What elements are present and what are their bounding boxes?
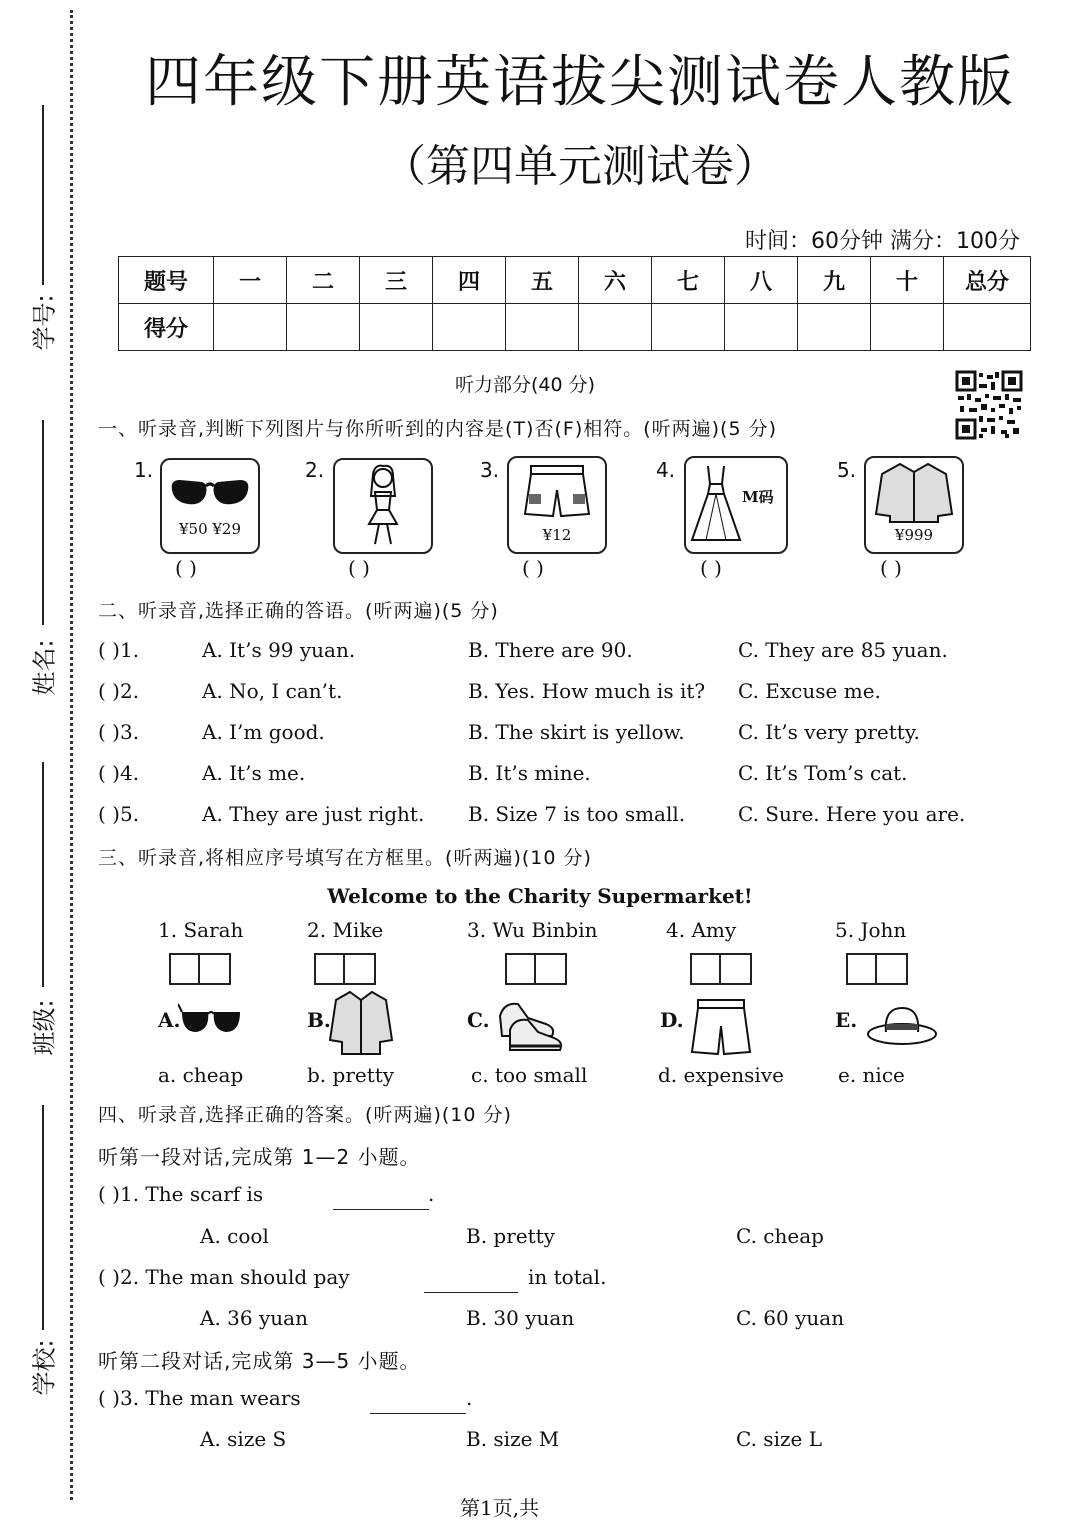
option-letter: C. xyxy=(467,1008,490,1032)
question-end: . xyxy=(428,1182,435,1206)
option-c: C. cheap xyxy=(736,1224,824,1248)
question-prefix[interactable]: ( )2. xyxy=(98,679,140,703)
answer-boxes[interactable] xyxy=(846,953,908,985)
adjective: b. pretty xyxy=(307,1063,395,1087)
answer-boxes[interactable] xyxy=(169,953,231,985)
score-cell[interactable] xyxy=(214,304,287,351)
option-a: A. They are just right. xyxy=(202,802,425,826)
option-c: C. Sure. Here you are. xyxy=(738,802,966,826)
dialog2-instruction: 听第二段对话,完成第 3—5 小题。 xyxy=(98,1349,421,1373)
score-cell[interactable] xyxy=(652,304,725,351)
person-name: 1. Sarah xyxy=(158,918,244,942)
score-col: 七 xyxy=(652,257,725,304)
score-col: 三 xyxy=(360,257,433,304)
score-col: 十 xyxy=(871,257,944,304)
adjective: d. expensive xyxy=(658,1063,784,1087)
option-c: C. It’s very pretty. xyxy=(738,720,920,744)
person-name: 2. Mike xyxy=(307,918,384,942)
score-cell[interactable] xyxy=(360,304,433,351)
option-a: A. cool xyxy=(200,1224,269,1248)
answer-paren[interactable]: ( ) xyxy=(700,556,722,580)
sunglasses-icon xyxy=(178,998,244,1038)
answer-paren[interactable]: ( ) xyxy=(348,556,370,580)
answer-blank[interactable] xyxy=(424,1267,518,1293)
answer-blank[interactable] xyxy=(370,1388,466,1414)
answer-paren[interactable]: ( ) xyxy=(522,556,544,580)
answer-paren[interactable]: ( ) xyxy=(175,556,197,580)
option-b: B. size M xyxy=(466,1427,560,1451)
answer-boxes[interactable] xyxy=(314,953,376,985)
price-label: ¥12 xyxy=(542,526,572,544)
option-b: B. The skirt is yellow. xyxy=(468,720,685,744)
student-id-label: 学号: xyxy=(30,294,59,351)
question-stem[interactable]: ( )2. The man should pay xyxy=(98,1265,350,1289)
score-col: 一 xyxy=(214,257,287,304)
school-line[interactable] xyxy=(42,1105,44,1330)
item-number: 3. xyxy=(480,458,500,482)
option-c: C. It’s Tom’s cat. xyxy=(738,761,908,785)
score-cell-total[interactable] xyxy=(944,304,1031,351)
answer-blank[interactable] xyxy=(333,1184,429,1210)
shoes-icon xyxy=(494,996,566,1054)
picture-card-3 xyxy=(507,456,607,554)
option-b: B. Yes. How much is it? xyxy=(468,679,706,703)
question-stem[interactable]: ( )3. The man wears xyxy=(98,1386,301,1410)
charity-banner: Welcome to the Charity Supermarket! xyxy=(327,884,753,908)
person-name: 3. Wu Binbin xyxy=(467,918,598,942)
picture-card-4 xyxy=(684,456,788,554)
score-row-label: 得分 xyxy=(119,304,214,351)
option-a: A. It’s 99 yuan. xyxy=(202,638,356,662)
option-c: C. Excuse me. xyxy=(738,679,881,703)
dress-icon xyxy=(686,458,746,548)
score-col: 六 xyxy=(579,257,652,304)
option-b: B. It’s mine. xyxy=(468,761,591,785)
score-header-label: 题号 xyxy=(119,257,214,304)
page-subtitle: （第四单元测试卷） xyxy=(382,141,778,192)
option-b: B. pretty xyxy=(466,1224,555,1248)
question-prefix[interactable]: ( )1. xyxy=(98,638,140,662)
option-letter: D. xyxy=(660,1008,684,1032)
score-table-score-row xyxy=(119,304,1031,351)
score-cell[interactable] xyxy=(579,304,652,351)
dialog1-instruction: 听第一段对话,完成第 1—2 小题。 xyxy=(98,1145,421,1169)
listening-part-title: 听力部分(40 分) xyxy=(455,374,596,396)
score-col-total: 总分 xyxy=(944,257,1031,304)
person-name: 5. John xyxy=(835,918,907,942)
size-label: M码 xyxy=(742,488,774,506)
score-col: 八 xyxy=(725,257,798,304)
item-number: 5. xyxy=(837,458,857,482)
picture-card-5 xyxy=(864,456,964,554)
option-b: B. Size 7 is too small. xyxy=(468,802,686,826)
section1-title: 一、听录音,判断下列图片与你所听到的内容是(T)否(F)相符。(听两遍)(5 分) xyxy=(98,418,778,440)
question-prefix[interactable]: ( )5. xyxy=(98,802,140,826)
question-prefix[interactable]: ( )4. xyxy=(98,761,140,785)
score-table-header-row xyxy=(119,257,1031,304)
sunglasses-icon xyxy=(162,460,258,520)
name-line[interactable] xyxy=(42,420,44,625)
shorts-icon xyxy=(509,458,605,524)
score-cell[interactable] xyxy=(287,304,360,351)
score-col: 九 xyxy=(798,257,871,304)
price-label: ¥999 xyxy=(894,526,934,544)
answer-boxes[interactable] xyxy=(505,953,567,985)
option-c: C. They are 85 yuan. xyxy=(738,638,948,662)
option-a: A. 36 yuan xyxy=(200,1306,308,1330)
page-title: 四年级下册英语拔尖测试卷人教版 xyxy=(145,50,1015,115)
answer-paren[interactable]: ( ) xyxy=(880,556,902,580)
score-table xyxy=(118,256,1031,351)
student-id-line[interactable] xyxy=(42,105,44,285)
score-cell[interactable] xyxy=(871,304,944,351)
class-line[interactable] xyxy=(42,762,44,987)
question-stem[interactable]: ( )1. The scarf is xyxy=(98,1182,264,1206)
section3-title: 三、听录音,将相应序号填写在方框里。(听两遍)(10 分) xyxy=(98,847,592,869)
option-a: A. I’m good. xyxy=(202,720,325,744)
class-label: 班级: xyxy=(30,999,59,1056)
option-c: C. size L xyxy=(736,1427,822,1451)
jacket-icon xyxy=(866,458,962,526)
page-footer: 第1页,共 xyxy=(460,1496,540,1520)
person-name: 4. Amy xyxy=(666,918,737,942)
school-label: 学校: xyxy=(30,1339,59,1396)
price-label: ¥50 ¥29 xyxy=(178,520,242,538)
adjective: e. nice xyxy=(838,1063,905,1087)
item-number: 2. xyxy=(305,458,325,482)
girl-icon xyxy=(335,460,431,552)
score-col: 五 xyxy=(506,257,579,304)
time-info: 时间：60分钟 满分：100分 xyxy=(745,229,1020,254)
question-end: in total. xyxy=(528,1265,607,1289)
question-prefix[interactable]: ( )3. xyxy=(98,720,140,744)
question-end: . xyxy=(466,1386,473,1410)
binding-dotted-line xyxy=(70,10,73,1500)
option-letter: E. xyxy=(835,1008,858,1032)
option-a: A. size S xyxy=(200,1427,287,1451)
score-col: 四 xyxy=(433,257,506,304)
qr-code-icon xyxy=(955,370,1023,440)
option-b: B. There are 90. xyxy=(468,638,633,662)
option-a: A. No, I can’t. xyxy=(202,679,343,703)
score-cell[interactable] xyxy=(798,304,871,351)
option-c: C. 60 yuan xyxy=(736,1306,845,1330)
adjective: a. cheap xyxy=(158,1063,244,1087)
jacket-icon xyxy=(328,988,394,1058)
picture-card-1 xyxy=(160,458,260,554)
score-cell[interactable] xyxy=(725,304,798,351)
score-col: 二 xyxy=(287,257,360,304)
option-a: A. It’s me. xyxy=(202,761,306,785)
option-b: B. 30 yuan xyxy=(466,1306,575,1330)
section4-title: 四、听录音,选择正确的答案。(听两遍)(10 分) xyxy=(98,1104,512,1126)
item-number: 1. xyxy=(134,458,154,482)
answer-boxes[interactable] xyxy=(690,953,752,985)
name-label: 姓名: xyxy=(30,639,59,696)
option-letter: A. xyxy=(158,1008,181,1032)
picture-card-2 xyxy=(333,458,433,554)
item-number: 4. xyxy=(656,458,676,482)
option-letter: B. xyxy=(307,1008,331,1032)
hat-icon xyxy=(864,1002,940,1048)
section2-title: 二、听录音,选择正确的答语。(听两遍)(5 分) xyxy=(98,600,499,622)
score-cell[interactable] xyxy=(433,304,506,351)
shorts-icon xyxy=(686,996,756,1058)
score-cell[interactable] xyxy=(506,304,579,351)
adjective: c. too small xyxy=(471,1063,588,1087)
